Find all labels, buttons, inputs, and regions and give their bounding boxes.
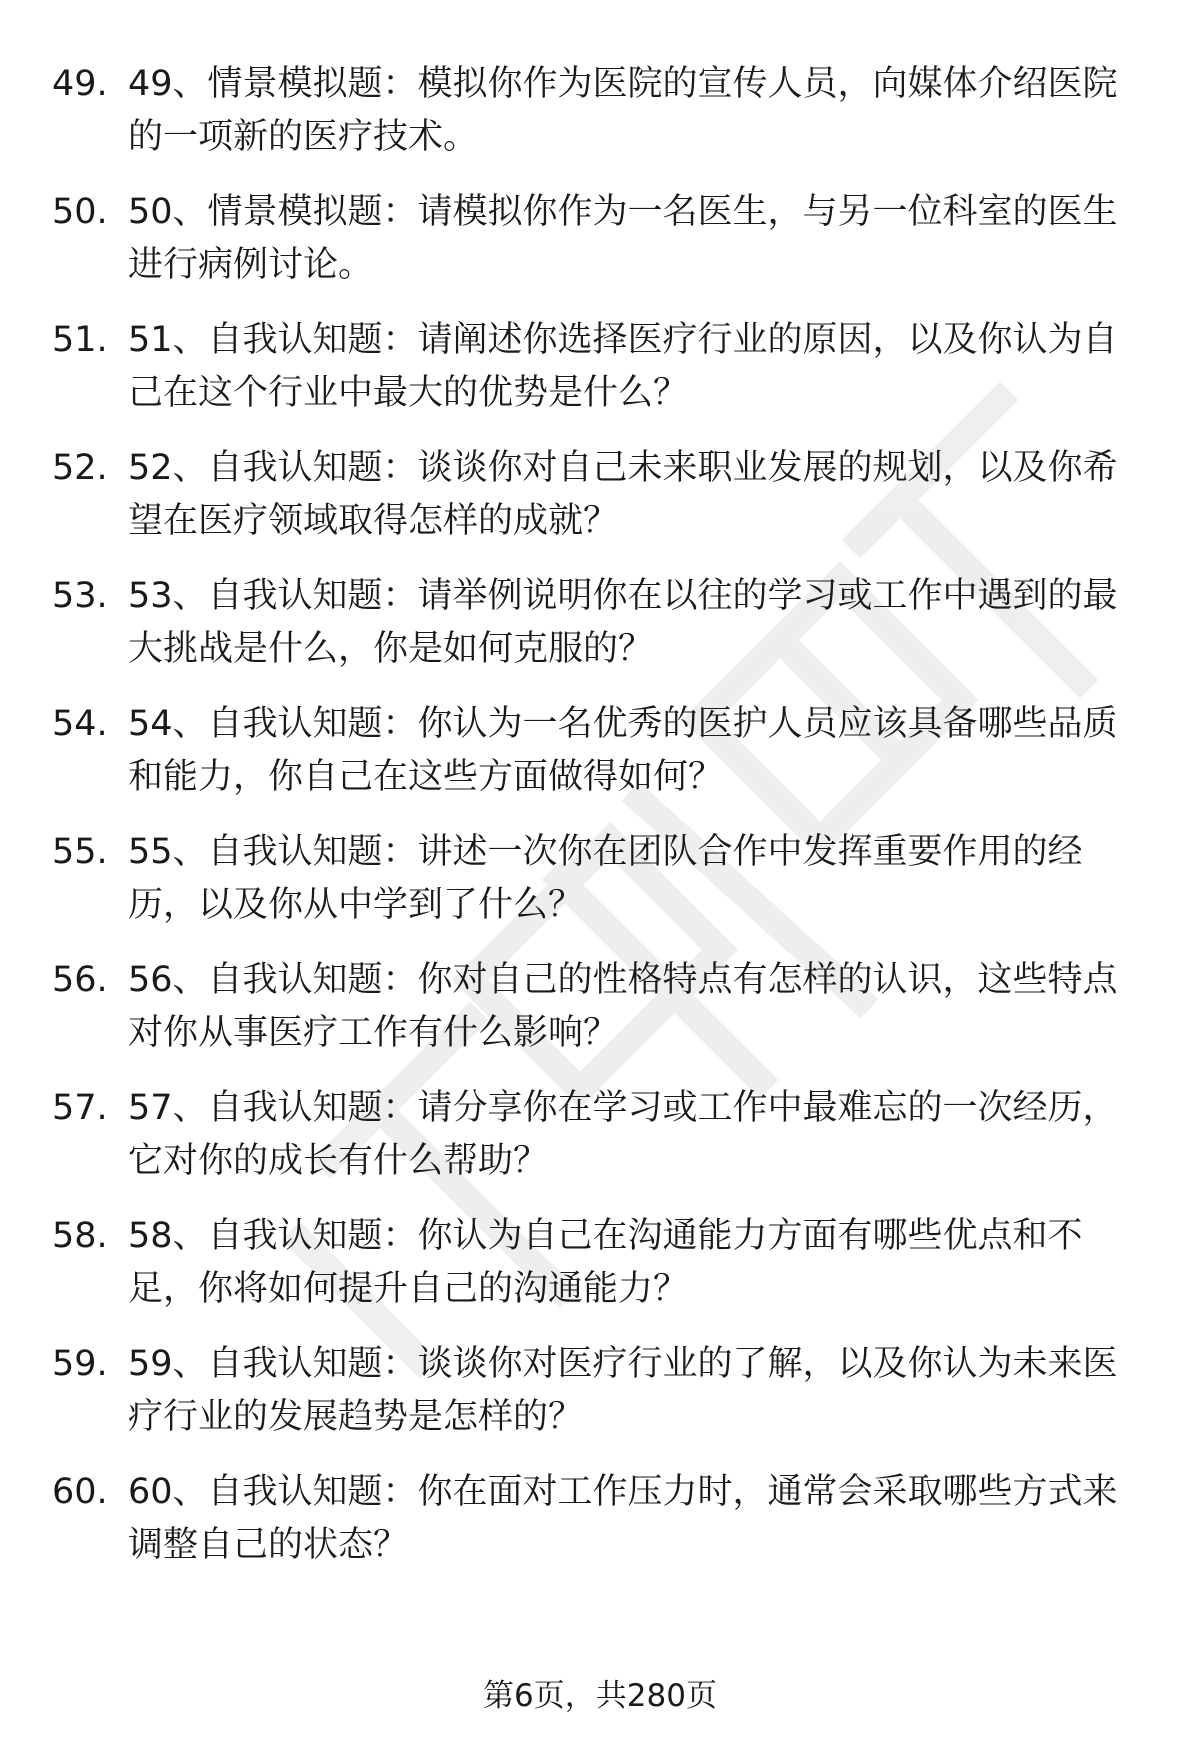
list-item-number: 52. (52, 448, 108, 488)
list-item-number: 51. (52, 320, 108, 360)
list-item-text: 50、情景模拟题：请模拟你作为一名医生，与另一位科室的医生进行病例讨论。 (128, 192, 1118, 285)
list-item-text: 53、自我认知题：请举例说明你在以往的学习或工作中遇到的最大挑战是什么，你是如何克服的？ (128, 576, 1118, 669)
list-item-number: 58. (52, 1216, 108, 1256)
list-item-number: 60. (52, 1472, 108, 1512)
question-list (52, 58, 1152, 1594)
list-item (52, 954, 1152, 1082)
list-item (52, 1082, 1152, 1210)
list-item-text: 54、自我认知题：你认为一名优秀的医护人员应该具备哪些品质和能力，你自己在这些方面做得如何？ (128, 704, 1118, 797)
list-item-number: 55. (52, 832, 108, 872)
list-item (52, 826, 1152, 954)
list-item-number: 53. (52, 576, 108, 616)
list-item-text: 51、自我认知题：请阐述你选择医疗行业的原因，以及你认为自己在这个行业中最大的优势是什么？ (128, 320, 1118, 413)
list-item-text: 55、自我认知题：讲述一次你在团队合作中发挥重要作用的经历，以及你从中学到了什么？ (128, 832, 1083, 925)
list-item (52, 58, 1152, 186)
list-item (52, 1210, 1152, 1338)
list-item (52, 442, 1152, 570)
list-item-text: 56、自我认知题：你对自己的性格特点有怎样的认识，这些特点对你从事医疗工作有什么影响？ (128, 960, 1118, 1053)
list-item-text: 59、自我认知题：谈谈你对医疗行业的了解，以及你认为未来医疗行业的发展趋势是怎样的？ (128, 1344, 1118, 1437)
page-number-footer: 第6页，共280页 (483, 1678, 717, 1714)
list-item (52, 1466, 1152, 1594)
list-item-text: 49、情景模拟题：模拟你作为医院的宣传人员，向媒体介绍医院的一项新的医疗技术。 (128, 64, 1118, 157)
list-item (52, 1338, 1152, 1466)
list-item (52, 698, 1152, 826)
list-item (52, 314, 1152, 442)
list-item-number: 50. (52, 192, 108, 232)
list-item-number: 49. (52, 64, 108, 104)
list-item (52, 186, 1152, 314)
list-item-text: 58、自我认知题：你认为自己在沟通能力方面有哪些优点和不足，你将如何提升自己的沟通能力？ (128, 1216, 1083, 1309)
list-item-number: 54. (52, 704, 108, 744)
list-item-number: 56. (52, 960, 108, 1000)
list-item-text: 52、自我认知题：谈谈你对自己未来职业发展的规划，以及你希望在医疗领域取得怎样的成就？ (128, 448, 1118, 541)
list-item-text: 60、自我认知题：你在面对工作压力时，通常会采取哪些方式来调整自己的状态？ (128, 1472, 1118, 1565)
list-item (52, 570, 1152, 698)
list-item-number: 57. (52, 1088, 108, 1128)
list-item-text: 57、自我认知题：请分享你在学习或工作中最难忘的一次经历，它对你的成长有什么帮助？ (128, 1088, 1118, 1181)
list-item-number: 59. (52, 1344, 108, 1384)
